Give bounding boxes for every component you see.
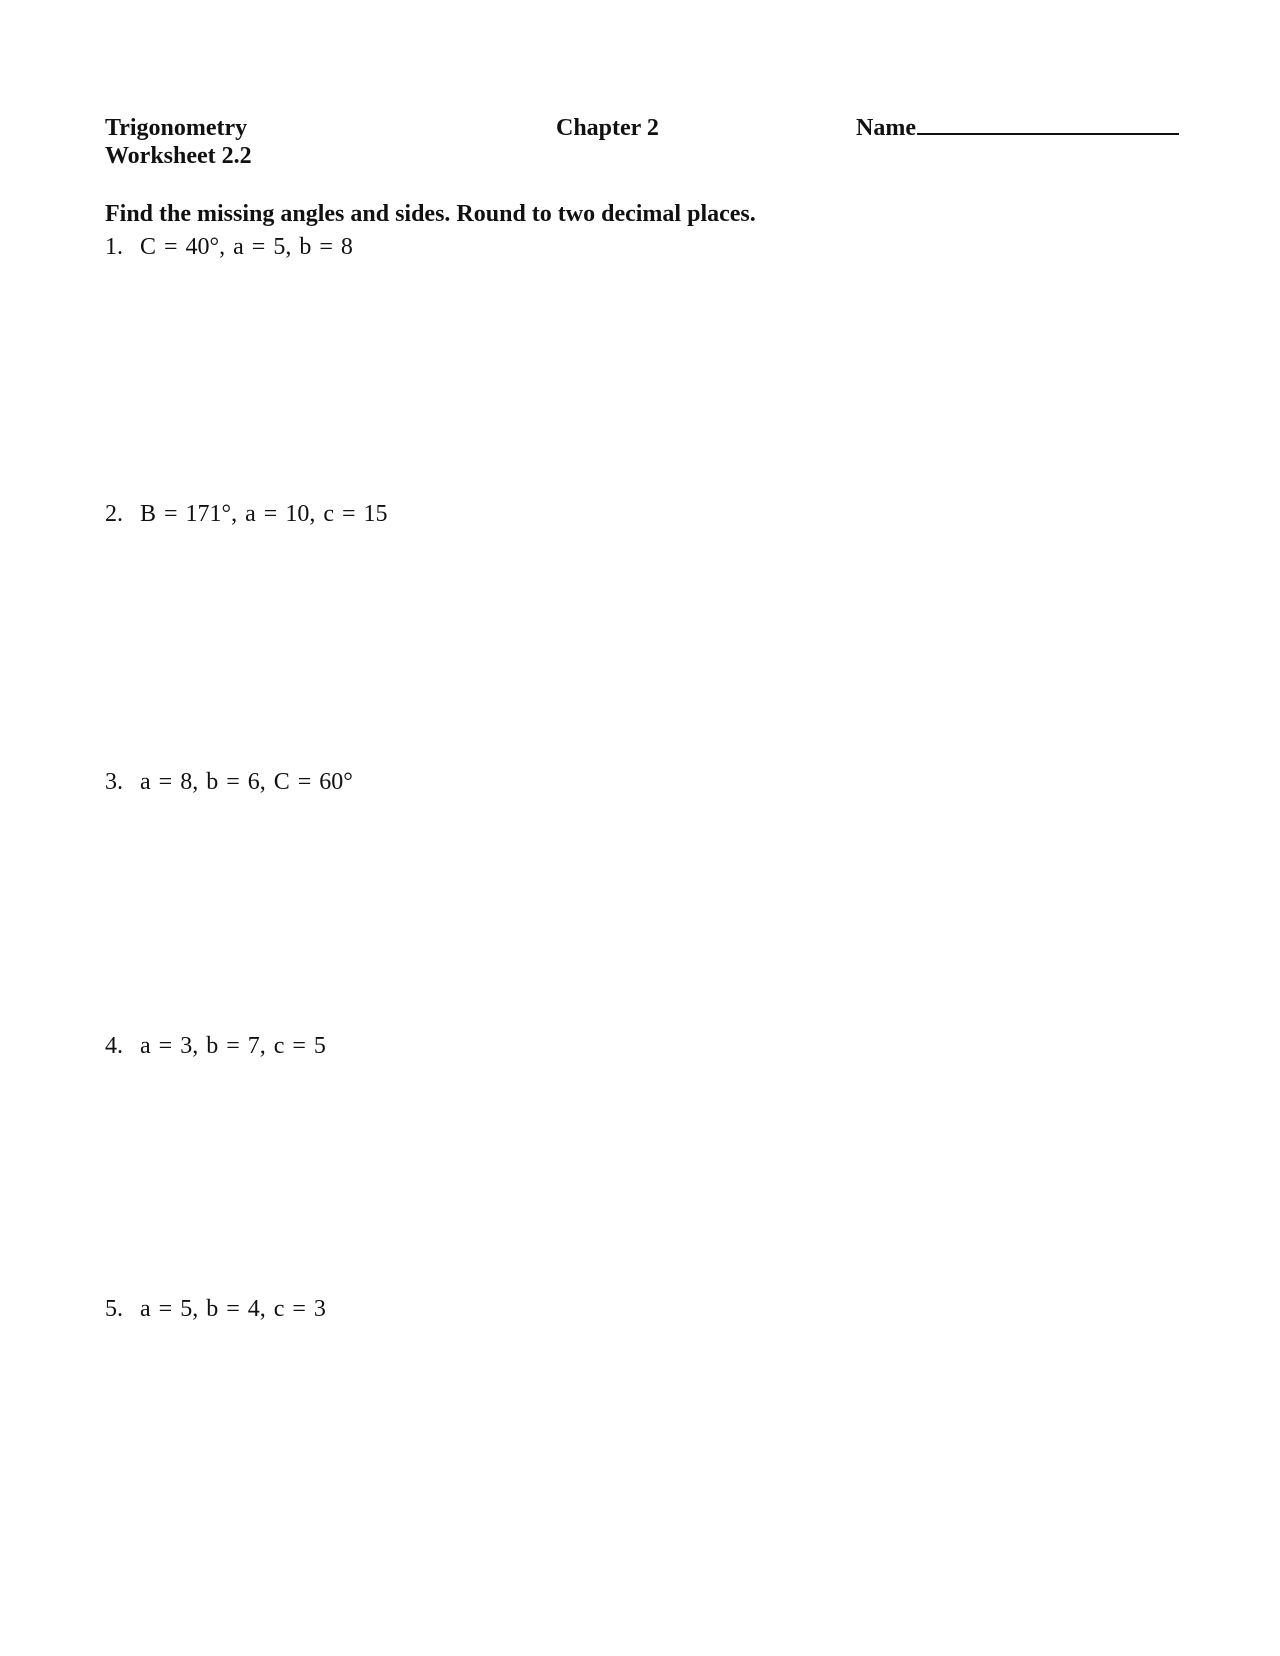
problem-expression: a = 5, b = 4, c = 3 — [140, 1296, 326, 1322]
problem-expression: a = 3, b = 7, c = 5 — [140, 1033, 326, 1059]
problem-number: 5. — [105, 1296, 123, 1322]
problem-4 — [105, 1032, 326, 1060]
problem-number: 2. — [105, 501, 123, 527]
worksheet-title: Worksheet 2.2 — [105, 143, 252, 169]
problem-number: 3. — [105, 769, 123, 795]
problem-1 — [105, 233, 353, 261]
chapter-label: Chapter 2 — [556, 115, 659, 141]
problem-expression: C = 40°, a = 5, b = 8 — [140, 234, 353, 260]
name-field — [856, 114, 1179, 142]
problem-number: 1. — [105, 234, 123, 260]
problem-5 — [105, 1295, 326, 1323]
problem-3 — [105, 768, 353, 796]
course-title: Trigonometry — [105, 115, 248, 141]
problem-number: 4. — [105, 1033, 123, 1059]
name-blank-line — [917, 115, 1179, 135]
problem-expression: a = 8, b = 6, C = 60° — [140, 769, 353, 795]
problem-2 — [105, 500, 388, 528]
problem-expression: B = 171°, a = 10, c = 15 — [140, 501, 388, 527]
name-label: Name — [856, 115, 916, 141]
instructions: Find the missing angles and sides. Round to two decimal places. — [105, 201, 756, 227]
